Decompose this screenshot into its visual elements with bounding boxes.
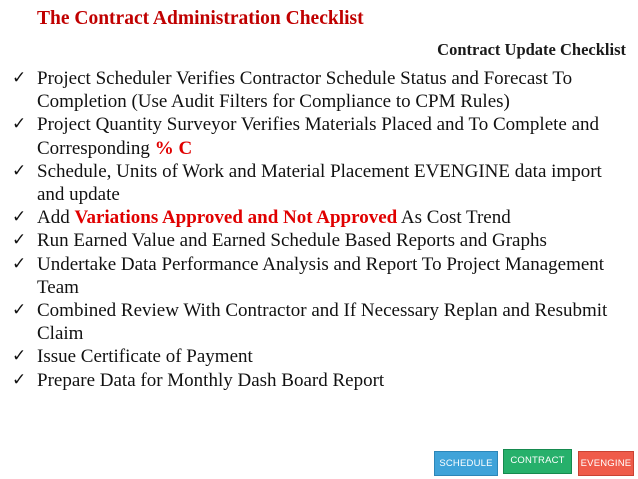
checklist-item [12,206,632,229]
contract-button[interactable]: CONTRACT [503,449,572,474]
item-text: Issue Certificate of Payment [37,346,253,368]
checklist [12,67,632,392]
checklist-item [12,253,632,299]
slide-title: The Contract Administration Checklist [37,8,364,29]
checklist-item [12,229,632,252]
checklist-item [12,345,632,368]
item-text-tail: As Cost Trend [397,207,511,229]
checkmark-icon: ✓ [12,346,27,367]
checklist-item [12,160,632,206]
item-highlight: Variations Approved and Not Approved [74,207,398,229]
item-text: Project Scheduler Verifies Contractor Schedule Status and Forecast To Completion (Use Audit Filters for Compliance to CPM Rules) [37,68,573,113]
item-text: Project Quantity Surveyor Verifies Materials Placed and To Complete and Corresponding [37,114,600,159]
checkmark-icon: ✓ [12,207,27,228]
checkmark-icon: ✓ [12,114,27,135]
checklist-item [12,113,632,159]
item-text: Undertake Data Performance Analysis and Report To Project Management Team [37,253,605,298]
checkmark-icon: ✓ [12,160,27,181]
checkmark-icon: ✓ [12,68,27,88]
checklist-item [12,299,632,345]
item-text: Schedule, Units of Work and Material Placement EVENGINE data import and update [37,160,602,206]
item-text: Run Earned Value and Earned Schedule Based Reports and Graphs [37,230,547,252]
checkmark-icon: ✓ [12,253,27,274]
item-text: Add [37,207,75,229]
checkmark-icon: ✓ [12,300,27,321]
slide-subtitle: Contract Update Checklist [437,40,626,59]
schedule-button[interactable]: SCHEDULE [434,451,498,476]
checklist-item [12,369,632,392]
item-text: Prepare Data for Monthly Dash Board Report [37,369,385,391]
item-text: Combined Review With Contractor and If Necessary Replan and Resubmit Claim [37,300,608,345]
checkmark-icon: ✓ [12,369,27,390]
checkmark-icon: ✓ [12,230,27,251]
evengine-button[interactable]: EVENGINE [578,451,634,476]
checklist-item [12,67,632,113]
item-highlight: % C [154,137,193,159]
